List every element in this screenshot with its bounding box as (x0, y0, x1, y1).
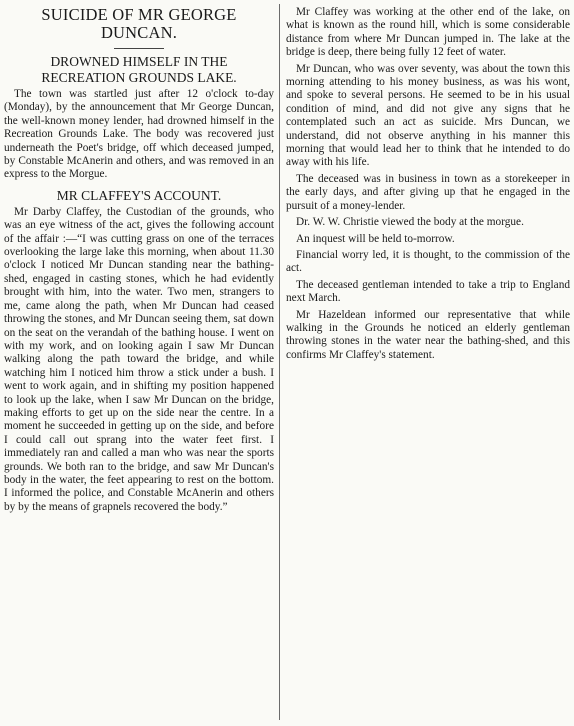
paragraph-england-trip: The deceased gentleman intended to take a trip to England next March. (286, 278, 570, 305)
paragraph-lake-location: Mr Claffey was working at the other end of the lake, on what is known as the round hill, which is some considerable distance from where Mr Duncan jumped in. The lake at the bridge is deep, there being fully 12 feet of water. (286, 6, 570, 59)
intro-paragraph: The town was startled just after 12 o'clock to-day (Monday), by the announcement that Mr George Duncan, the well-known money lender, had drowned himself in the Recreation Grounds Lake. The body was recovered just underneath the Poet's bridge, off which deceased jumped, by Constable McAnerin and others, and was removed in an express to the Morgue. (4, 88, 274, 181)
paragraph-inquest: An inquest will be held to-morrow. (296, 232, 455, 245)
paragraph-business-history: The deceased was in business in town as a storekeeper in the early days, and after giving up that he engaged in the pursuit of a money-lender. (286, 172, 570, 212)
subheadline-line-1: DROWNED HIMSELF IN THE (50, 54, 228, 69)
column-divider (279, 4, 280, 720)
paragraph-hazeldean: Mr Hazeldean informed our representative that while walking in the Grounds he noticed an elderly gentleman throwing stones in the water near the bathing-shed, and this confirms Mr Claffey's statement. (286, 308, 570, 361)
right-column (286, 6, 570, 724)
left-column (4, 6, 274, 724)
headline-divider (114, 48, 164, 49)
subheadline-line-2: RECREATION GROUNDS LAKE. (41, 70, 237, 85)
headline: SUICIDE OF MR GEORGE DUNCAN. (41, 6, 237, 42)
section-heading: MR CLAFFEY'S ACCOUNT. (56, 187, 222, 203)
paragraph-financial-worry: Financial worry led, it is thought, to the commission of the act. (286, 248, 570, 275)
paragraph-doctor: Dr. W. W. Christie viewed the body at the morgue. (296, 216, 524, 229)
account-paragraph: Mr Darby Claffey, the Custodian of the grounds, who was an eye witness of the act, gives the following account of the affair :—“I was cutting grass on one of the terraces overlooking the large lake this morning, when about 11.30 o'clock I noticed Mr Duncan standing near the bathing-shed, engaged in casting stones, which he had evidently brought with him, into the water. Two men, strangers to me, came along the path, when Mr Duncan had ceased throwing the stones, and Mr Duncan seeing them, sat down on the seat on the verandah of the bathing house. I went on with my work, and on looking again I saw Mr Duncan walking along the path toward the bridge, and while watching him I noticed him throw a stick under a bush. I went to work again, and in shifting my position happened to look up the lake, when I saw Mr Duncan on the bridge, making efforts to get up on the side near the centre. In a moment he succeeded in getting up on the side, and before I could call out sprang into the water feet first. I immediately ran and called a man who was near the sports grounds. We both ran to the bridge, and saw Mr Duncan's body in the water, the feet appearing to rest on the bottom. I informed the police, and Constable McAnerin and others by by the means of grapnels recovered the body.” (4, 205, 274, 513)
paragraph-duncan-morning: Mr Duncan, who was over seventy, was about the town this morning attending to his money business, as was his wont, and spoke to several persons. He seemed to be in his usual condition of mind, and did not give any signs that he contemplated such an act as suicide. Mrs Duncan, we understand, did not observe anything in his manner this morning that would lead her to think that he intended to do away with his life. (286, 62, 570, 169)
